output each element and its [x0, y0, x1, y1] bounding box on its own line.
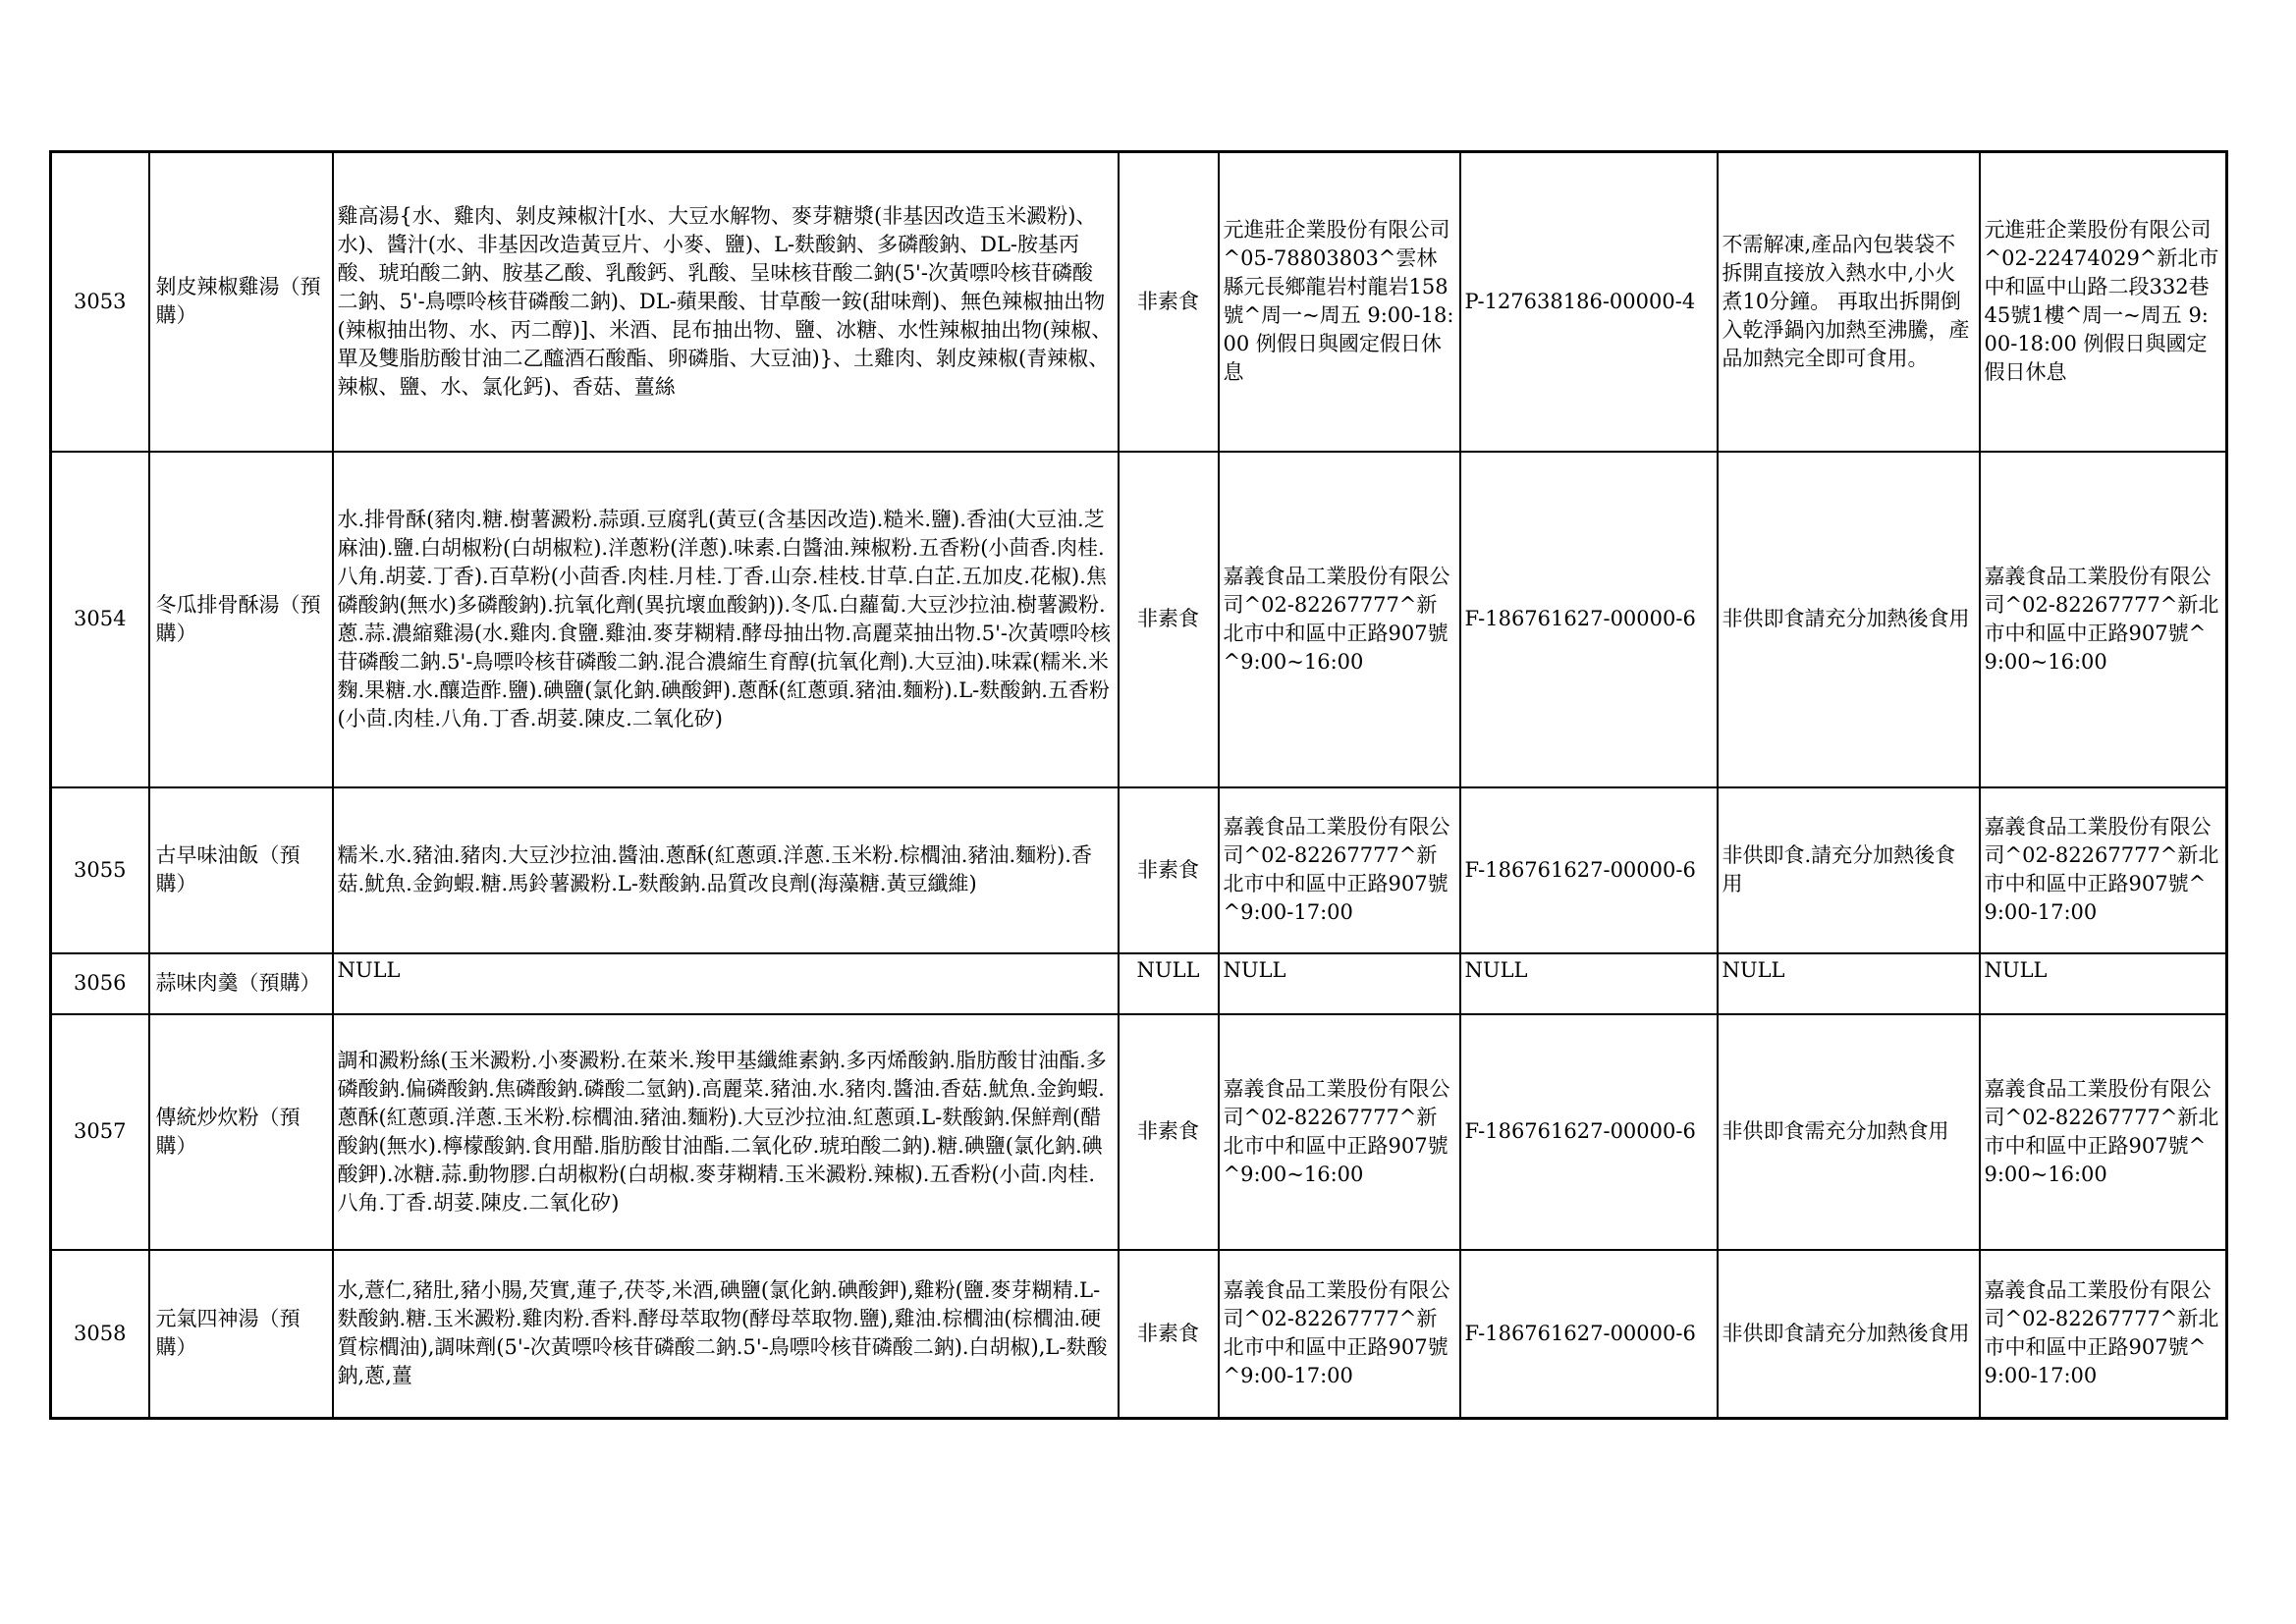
manufacturer-info: 嘉義食品工業股份有限公司^02-82267777^新北市中和區中正路907號^9:00-17:00	[1219, 787, 1460, 953]
contact-info: 嘉義食品工業股份有限公司^02-82267777^新北市中和區中正路907號^9:00-17:00	[1980, 787, 2227, 953]
product-name: 古早味油飯（預購）	[149, 787, 333, 953]
product-id: 3055	[51, 787, 149, 953]
product-name: 剝皮辣椒雞湯（預購）	[149, 152, 333, 452]
registration-number: F-186761627-00000-6	[1460, 1250, 1718, 1419]
table-row	[51, 787, 2227, 953]
vegetarian-type: 非素食	[1119, 1014, 1219, 1250]
manufacturer-info: 嘉義食品工業股份有限公司^02-82267777^新北市中和區中正路907號^9:00~16:00	[1219, 1014, 1460, 1250]
usage-instructions: 非供即食請充分加熱後食用	[1718, 452, 1980, 787]
ingredients: 水.排骨酥(豬肉.糖.樹薯澱粉.蒜頭.豆腐乳(黃豆(含基因改造).糙米.鹽).香油(大豆油.芝麻油).鹽.白胡椒粉(白胡椒粒).洋蔥粉(洋蔥).味素.白醬油.辣椒粉.五香粉(小茴香.肉桂.八角.胡荽.丁香).百草粉(小茴香.肉桂.月桂.丁香.山奈.桂枝.甘草.白芷.五加皮.花椒).焦磷酸鈉(無水)多磷酸鈉).抗氧化劑(異抗壞血酸鈉)).冬瓜.白蘿蔔.大豆沙拉油.樹薯澱粉.蔥.蒜.濃縮雞湯(水.雞肉.食鹽.雞油.麥芽糊精.酵母抽出物.高麗菜抽出物.5'-次黃嘌呤核苷磷酸二鈉.5'-鳥嘌呤核苷磷酸二鈉.混合濃縮生育醇(抗氧化劑).大豆油).味霖(糯米.米麴.果糖.水.釀造酢.鹽).碘鹽(氯化鈉.碘酸鉀).蔥酥(紅蔥頭.豬油.麵粉).L-麩酸鈉.五香粉(小茴.肉桂.八角.丁香.胡荽.陳皮.二氧化矽)	[333, 452, 1119, 787]
contact-info: 元進莊企業股份有限公司^02-22474029^新北市中和區中山路二段332巷45號1樓^周一~周五 9:00-18:00 例假日與國定假日休息	[1980, 152, 2227, 452]
usage-instructions: 非供即食需充分加熱食用	[1718, 1014, 1980, 1250]
contact-info: 嘉義食品工業股份有限公司^02-82267777^新北市中和區中正路907號^9:00-17:00	[1980, 1250, 2227, 1419]
table-row	[51, 452, 2227, 787]
registration-number: P-127638186-00000-4	[1460, 152, 1718, 452]
manufacturer-info: 嘉義食品工業股份有限公司^02-82267777^新北市中和區中正路907號^9:00-17:00	[1219, 1250, 1460, 1419]
vegetarian-type: NULL	[1119, 953, 1219, 1014]
contact-info: 嘉義食品工業股份有限公司^02-82267777^新北市中和區中正路907號^9:00~16:00	[1980, 452, 2227, 787]
contact-info: NULL	[1980, 953, 2227, 1014]
ingredients: 調和澱粉絲(玉米澱粉.小麥澱粉.在萊米.羧甲基纖維素鈉.多丙烯酸鈉.脂肪酸甘油酯.多磷酸鈉.偏磷酸鈉.焦磷酸鈉.磷酸二氫鈉).高麗菜.豬油.水.豬肉.醬油.香菇.魷魚.金鉤蝦.蔥酥(紅蔥頭.洋蔥.玉米粉.棕櫚油.豬油.麵粉).大豆沙拉油.紅蔥頭.L-麩酸鈉.保鮮劑(醋酸鈉(無水).檸檬酸鈉.食用醋.脂肪酸甘油酯.二氧化矽.琥珀酸二鈉).糖.碘鹽(氯化鈉.碘酸鉀).冰糖.蒜.動物膠.白胡椒粉(白胡椒.麥芽糊精.玉米澱粉.辣椒).五香粉(小茴.肉桂.八角.丁香.胡荽.陳皮.二氧化矽)	[333, 1014, 1119, 1250]
vegetarian-type: 非素食	[1119, 152, 1219, 452]
manufacturer-info: NULL	[1219, 953, 1460, 1014]
table-row	[51, 1250, 2227, 1419]
usage-instructions: 不需解凍,產品內包裝袋不拆開直接放入熱水中,小火煮10分鐘。 再取出拆開倒入乾淨鍋內加熱至沸騰，產品加熱完全即可食用。	[1718, 152, 1980, 452]
usage-instructions: NULL	[1718, 953, 1980, 1014]
table-row	[51, 152, 2227, 452]
table-row	[51, 953, 2227, 1014]
contact-info: 嘉義食品工業股份有限公司^02-82267777^新北市中和區中正路907號^9:00~16:00	[1980, 1014, 2227, 1250]
usage-instructions: 非供即食請充分加熱後食用	[1718, 1250, 1980, 1419]
ingredients: 糯米.水.豬油.豬肉.大豆沙拉油.醬油.蔥酥(紅蔥頭.洋蔥.玉米粉.棕櫚油.豬油.麵粉).香菇.魷魚.金鉤蝦.糖.馬鈴薯澱粉.L-麩酸鈉.品質改良劑(海藻糖.黃豆纖維)	[333, 787, 1119, 953]
table-row	[51, 1014, 2227, 1250]
ingredients: 水,薏仁,豬肚,豬小腸,芡實,蓮子,茯苓,米酒,碘鹽(氯化鈉.碘酸鉀),雞粉(鹽.麥芽糊精.L-麩酸鈉.糖.玉米澱粉.雞肉粉.香料.酵母萃取物(酵母萃取物.鹽),雞油.棕櫚油(棕櫚油.硬質棕櫚油),調味劑(5'-次黃嘌呤核苷磷酸二鈉.5'-鳥嘌呤核苷磷酸二鈉).白胡椒),L-麩酸鈉,蔥,薑	[333, 1250, 1119, 1419]
manufacturer-info: 元進莊企業股份有限公司^05-78803803^雲林縣元長鄉龍岩村龍岩158號^周一~周五 9:00-18:00 例假日與國定假日休息	[1219, 152, 1460, 452]
ingredients: NULL	[333, 953, 1119, 1014]
vegetarian-type: 非素食	[1119, 787, 1219, 953]
product-name: 冬瓜排骨酥湯（預購）	[149, 452, 333, 787]
product-name: 元氣四神湯（預購）	[149, 1250, 333, 1419]
registration-number: NULL	[1460, 953, 1718, 1014]
registration-number: F-186761627-00000-6	[1460, 452, 1718, 787]
product-id: 3057	[51, 1014, 149, 1250]
product-table	[49, 150, 2228, 1420]
product-name: 蒜味肉羹（預購）	[149, 953, 333, 1014]
ingredients: 雞高湯{水、雞肉、剝皮辣椒汁[水、大豆水解物、麥芽糖漿(非基因改造玉米澱粉)、水)、醬汁(水、非基因改造黃豆片、小麥、鹽)、L-麩酸鈉、多磷酸鈉、DL-胺基丙酸、琥珀酸二鈉、胺基乙酸、乳酸鈣、乳酸、呈味核苷酸二鈉(5'-次黃嘌呤核苷磷酸二鈉、5'-鳥嘌呤核苷磷酸二鈉)、DL-蘋果酸、甘草酸一銨(甜味劑)、無色辣椒抽出物(辣椒抽出物、水、丙二醇)]、米酒、昆布抽出物、鹽、冰糖、水性辣椒抽出物(辣椒、單及雙脂肪酸甘油二乙醯酒石酸酯、卵磷脂、大豆油)}、土雞肉、剝皮辣椒(青辣椒、辣椒、鹽、水、氯化鈣)、香菇、薑絲	[333, 152, 1119, 452]
product-name: 傳統炒炊粉（預購）	[149, 1014, 333, 1250]
registration-number: F-186761627-00000-6	[1460, 1014, 1718, 1250]
product-id: 3054	[51, 452, 149, 787]
usage-instructions: 非供即食.請充分加熱後食用	[1718, 787, 1980, 953]
registration-number: F-186761627-00000-6	[1460, 787, 1718, 953]
manufacturer-info: 嘉義食品工業股份有限公司^02-82267777^新北市中和區中正路907號^9:00~16:00	[1219, 452, 1460, 787]
product-id: 3056	[51, 953, 149, 1014]
product-id: 3058	[51, 1250, 149, 1419]
product-id: 3053	[51, 152, 149, 452]
vegetarian-type: 非素食	[1119, 1250, 1219, 1419]
vegetarian-type: 非素食	[1119, 452, 1219, 787]
